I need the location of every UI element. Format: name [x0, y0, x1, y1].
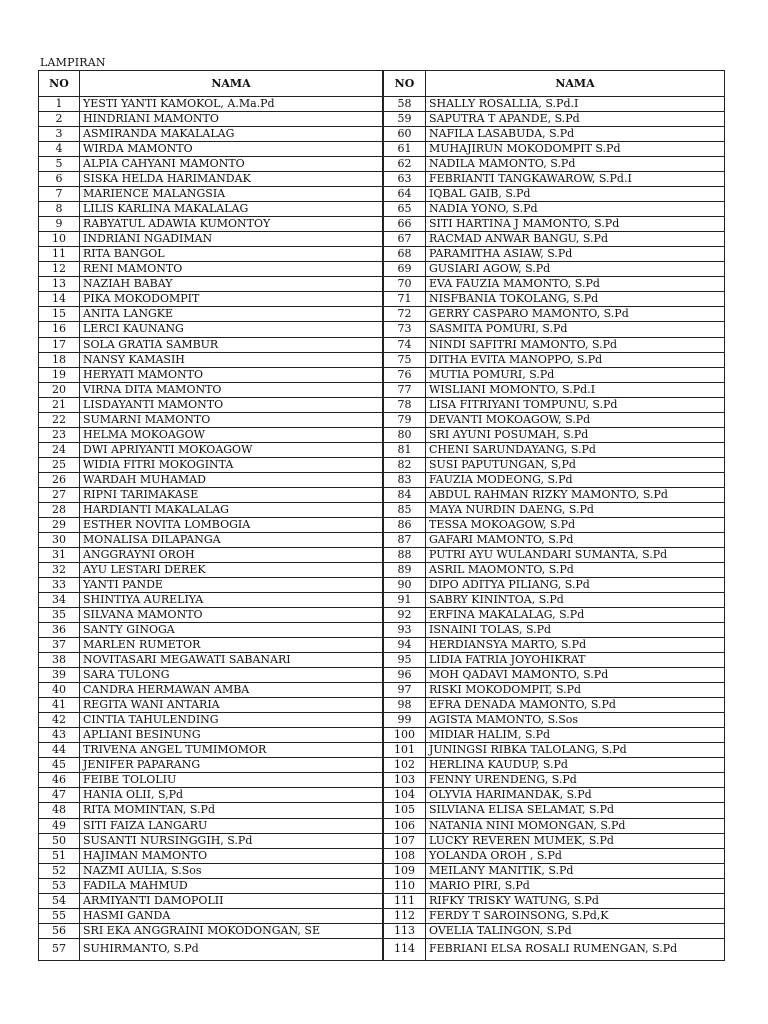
table-row: [39, 307, 725, 322]
row-number: 17: [39, 337, 80, 352]
table-row: [39, 157, 725, 172]
row-number: 53: [39, 878, 80, 893]
person-name: WIRDA MAMONTO: [80, 142, 383, 157]
row-number: 82: [384, 457, 426, 472]
table-row: [39, 337, 725, 352]
row-number: 48: [39, 803, 80, 818]
row-number: 63: [384, 172, 426, 187]
row-number: 66: [384, 217, 426, 232]
row-number: 1: [39, 97, 80, 112]
row-number: 107: [384, 833, 426, 848]
row-number: 76: [384, 367, 426, 382]
person-name: MARIENCE MALANGSIA: [80, 187, 383, 202]
person-name: CINTIA TAHULENDING: [80, 713, 383, 728]
row-number: 57: [39, 938, 80, 960]
row-number: 56: [39, 923, 80, 938]
row-number: 10: [39, 232, 80, 247]
table-row: [39, 923, 725, 938]
row-number: 20: [39, 382, 80, 397]
person-name: FENNY URENDENG, S.Pd: [426, 773, 725, 788]
header-no-right: NO: [384, 71, 426, 97]
table-row: [39, 547, 725, 562]
person-name: WISLIANI MOMONTO, S.Pd.I: [426, 382, 725, 397]
table-row: [39, 397, 725, 412]
table-row: [39, 457, 725, 472]
person-name: MAYA NURDIN DAENG, S.Pd: [426, 502, 725, 517]
row-number: 65: [384, 202, 426, 217]
table-row: [39, 713, 725, 728]
roster-body: [39, 97, 725, 961]
row-number: 46: [39, 773, 80, 788]
document-title: LAMPIRAN: [40, 56, 106, 69]
row-number: 71: [384, 292, 426, 307]
row-number: 88: [384, 547, 426, 562]
person-name: ESTHER NOVITA LOMBOGIA: [80, 517, 383, 532]
person-name: ERFINA MAKALALAG, S.Pd: [426, 608, 725, 623]
row-number: 37: [39, 638, 80, 653]
row-number: 54: [39, 893, 80, 908]
row-number: 114: [384, 938, 426, 960]
row-number: 109: [384, 863, 426, 878]
person-name: ABDUL RAHMAN RIZKY MAMONTO, S.Pd: [426, 487, 725, 502]
table-row: [39, 818, 725, 833]
person-name: HANIA OLII, S,Pd: [80, 788, 383, 803]
table-row: [39, 608, 725, 623]
row-number: 26: [39, 472, 80, 487]
row-number: 34: [39, 593, 80, 608]
row-number: 30: [39, 532, 80, 547]
row-number: 98: [384, 698, 426, 713]
person-name: ASRIL MAOMONTO, S.Pd: [426, 562, 725, 577]
row-number: 102: [384, 758, 426, 773]
person-name: ARMIYANTI DAMOPOLII: [80, 893, 383, 908]
person-name: FADILA MAHMUD: [80, 878, 383, 893]
person-name: NADIA YONO, S.Pd: [426, 202, 725, 217]
person-name: HERDIANSYA MARTO, S.Pd: [426, 638, 725, 653]
person-name: AGISTA MAMONTO, S.Sos: [426, 713, 725, 728]
row-number: 13: [39, 277, 80, 292]
row-number: 42: [39, 713, 80, 728]
person-name: REGITA WANI ANTARIA: [80, 698, 383, 713]
table-header-row: [39, 71, 725, 97]
row-number: 112: [384, 908, 426, 923]
person-name: MARLEN RUMETOR: [80, 638, 383, 653]
person-name: SUHIRMANTO, S.Pd: [80, 938, 383, 960]
person-name: HELMA MOKOAGOW: [80, 427, 383, 442]
person-name: YESTI YANTI KAMOKOL, A.Ma.Pd: [80, 97, 383, 112]
person-name: EFRA DENADA MAMONTO, S.Pd: [426, 698, 725, 713]
table-row: [39, 97, 725, 112]
row-number: 22: [39, 412, 80, 427]
table-row: [39, 277, 725, 292]
table-row: [39, 292, 725, 307]
person-name: INDRIANI NGADIMAN: [80, 232, 383, 247]
person-name: ASMIRANDA MAKALALAG: [80, 127, 383, 142]
row-number: 81: [384, 442, 426, 457]
person-name: VIRNA DITA MAMONTO: [80, 382, 383, 397]
person-name: RIPNI TARIMAKASE: [80, 487, 383, 502]
row-number: 74: [384, 337, 426, 352]
row-number: 41: [39, 698, 80, 713]
row-number: 72: [384, 307, 426, 322]
row-number: 64: [384, 187, 426, 202]
person-name: LERCI KAUNANG: [80, 322, 383, 337]
roster-table-container: [38, 70, 724, 961]
person-name: SUSI PAPUTUNGAN, S,Pd: [426, 457, 725, 472]
person-name: WIDIA FITRI MOKOGINTA: [80, 457, 383, 472]
row-number: 89: [384, 562, 426, 577]
row-number: 33: [39, 578, 80, 593]
person-name: CHENI SARUNDAYANG, S.Pd: [426, 442, 725, 457]
person-name: APLIANI BESINUNG: [80, 728, 383, 743]
table-row: [39, 848, 725, 863]
person-name: GAFARI MAMONTO, S.Pd: [426, 532, 725, 547]
table-row: [39, 187, 725, 202]
table-row: [39, 352, 725, 367]
person-name: NAZMI AULIA, S.Sos: [80, 863, 383, 878]
person-name: LISDAYANTI MAMONTO: [80, 397, 383, 412]
person-name: JUNINGSI RIBKA TALOLANG, S.Pd: [426, 743, 725, 758]
row-number: 32: [39, 562, 80, 577]
row-number: 113: [384, 923, 426, 938]
row-number: 68: [384, 247, 426, 262]
row-number: 86: [384, 517, 426, 532]
table-row: [39, 728, 725, 743]
person-name: RITA MOMINTAN, S.Pd: [80, 803, 383, 818]
table-row: [39, 382, 725, 397]
person-name: TESSA MOKOAGOW, S.Pd: [426, 517, 725, 532]
person-name: SAPUTRA T APANDE, S.Pd: [426, 112, 725, 127]
person-name: LISA FITRIYANI TOMPUNU, S.Pd: [426, 397, 725, 412]
person-name: EVA FAUZIA MAMONTO, S.Pd: [426, 277, 725, 292]
person-name: NINDI SAFITRI MAMONTO, S.Pd: [426, 337, 725, 352]
row-number: 24: [39, 442, 80, 457]
row-number: 96: [384, 668, 426, 683]
row-number: 108: [384, 848, 426, 863]
person-name: SHINTIYA AURELIYA: [80, 593, 383, 608]
person-name: GERRY CASPARO MAMONTO, S.Pd: [426, 307, 725, 322]
table-row: [39, 517, 725, 532]
person-name: SANTY GINOGA: [80, 623, 383, 638]
person-name: DITHA EVITA MANOPPO, S.Pd: [426, 352, 725, 367]
row-number: 111: [384, 893, 426, 908]
row-number: 93: [384, 623, 426, 638]
person-name: SITI FAIZA LANGARU: [80, 818, 383, 833]
person-name: CANDRA HERMAWAN AMBA: [80, 683, 383, 698]
row-number: 14: [39, 292, 80, 307]
row-number: 4: [39, 142, 80, 157]
person-name: TRIVENA ANGEL TUMIMOMOR: [80, 743, 383, 758]
row-number: 8: [39, 202, 80, 217]
person-name: HERLINA KAUDUP, S.Pd: [426, 758, 725, 773]
row-number: 84: [384, 487, 426, 502]
row-number: 61: [384, 142, 426, 157]
row-number: 25: [39, 457, 80, 472]
table-row: [39, 788, 725, 803]
person-name: FEBRIANI ELSA ROSALI RUMENGAN, S.Pd: [426, 938, 725, 960]
row-number: 21: [39, 397, 80, 412]
row-number: 67: [384, 232, 426, 247]
person-name: IQBAL GAIB, S.Pd: [426, 187, 725, 202]
person-name: RIFKY TRISKY WATUNG, S.Pd: [426, 893, 725, 908]
row-number: 95: [384, 653, 426, 668]
table-row: [39, 668, 725, 683]
person-name: DWI APRIYANTI MOKOAGOW: [80, 442, 383, 457]
person-name: NISFBANIA TOKOLANG, S.Pd: [426, 292, 725, 307]
person-name: FERDY T SAROINSONG, S.Pd,K: [426, 908, 725, 923]
person-name: LIDIA FATRIA JOYOHIKRAT: [426, 653, 725, 668]
table-row: [39, 472, 725, 487]
row-number: 70: [384, 277, 426, 292]
person-name: NADILA MAMONTO, S.Pd: [426, 157, 725, 172]
person-name: JENIFER PAPARANG: [80, 758, 383, 773]
person-name: SRI AYUNI POSUMAH, S.Pd: [426, 427, 725, 442]
row-number: 9: [39, 217, 80, 232]
person-name: SHALLY ROSALLIA, S.Pd.I: [426, 97, 725, 112]
person-name: WARDAH MUHAMAD: [80, 472, 383, 487]
row-number: 40: [39, 683, 80, 698]
row-number: 31: [39, 547, 80, 562]
person-name: MONALISA DILAPANGA: [80, 532, 383, 547]
row-number: 15: [39, 307, 80, 322]
row-number: 87: [384, 532, 426, 547]
person-name: ALPIA CAHYANI MAMONTO: [80, 157, 383, 172]
person-name: ANGGRAYNI OROH: [80, 547, 383, 562]
row-number: 19: [39, 367, 80, 382]
table-row: [39, 367, 725, 382]
row-number: 83: [384, 472, 426, 487]
person-name: HARDIANTI MAKALALAG: [80, 502, 383, 517]
person-name: RACMAD ANWAR BANGU, S.Pd: [426, 232, 725, 247]
row-number: 90: [384, 578, 426, 593]
row-number: 103: [384, 773, 426, 788]
row-number: 100: [384, 728, 426, 743]
person-name: MEILANY MANITIK, S.Pd: [426, 863, 725, 878]
person-name: SOLA GRATIA SAMBUR: [80, 337, 383, 352]
person-name: SUMARNI MAMONTO: [80, 412, 383, 427]
table-row: [39, 112, 725, 127]
table-row: [39, 773, 725, 788]
row-number: 55: [39, 908, 80, 923]
row-number: 47: [39, 788, 80, 803]
person-name: DEVANTI MOKOAGOW, S.Pd: [426, 412, 725, 427]
row-number: 51: [39, 848, 80, 863]
row-number: 49: [39, 818, 80, 833]
person-name: PUTRI AYU WULANDARI SUMANTA, S.Pd: [426, 547, 725, 562]
row-number: 91: [384, 593, 426, 608]
person-name: HASMI GANDA: [80, 908, 383, 923]
row-number: 79: [384, 412, 426, 427]
table-row: [39, 623, 725, 638]
row-number: 38: [39, 653, 80, 668]
table-row: [39, 532, 725, 547]
row-number: 73: [384, 322, 426, 337]
row-number: 45: [39, 758, 80, 773]
row-number: 52: [39, 863, 80, 878]
table-row: [39, 938, 725, 960]
person-name: YANTI PANDE: [80, 578, 383, 593]
row-number: 50: [39, 833, 80, 848]
table-row: [39, 908, 725, 923]
row-number: 78: [384, 397, 426, 412]
table-row: [39, 803, 725, 818]
row-number: 110: [384, 878, 426, 893]
row-number: 69: [384, 262, 426, 277]
person-name: SUSANTI NURSINGGIH, S.Pd: [80, 833, 383, 848]
table-row: [39, 427, 725, 442]
person-name: DIPO ADITYA PILIANG, S.Pd: [426, 578, 725, 593]
person-name: NAFILA LASABUDA, S.Pd: [426, 127, 725, 142]
person-name: NATANIA NINI MOMONGAN, S.Pd: [426, 818, 725, 833]
row-number: 7: [39, 187, 80, 202]
table-row: [39, 442, 725, 457]
person-name: SABRY KININTOA, S.Pd: [426, 593, 725, 608]
person-name: HAJIMAN MAMONTO: [80, 848, 383, 863]
person-name: FEBRIANTI TANGKAWAROW, S.Pd.I: [426, 172, 725, 187]
person-name: FAUZIA MODEONG, S.Pd: [426, 472, 725, 487]
person-name: SITI HARTINA J MAMONTO, S.Pd: [426, 217, 725, 232]
row-number: 29: [39, 517, 80, 532]
row-number: 106: [384, 818, 426, 833]
row-number: 62: [384, 157, 426, 172]
table-row: [39, 412, 725, 427]
table-row: [39, 833, 725, 848]
row-number: 27: [39, 487, 80, 502]
row-number: 97: [384, 683, 426, 698]
table-row: [39, 683, 725, 698]
table-row: [39, 893, 725, 908]
row-number: 105: [384, 803, 426, 818]
table-row: [39, 322, 725, 337]
table-row: [39, 487, 725, 502]
table-row: [39, 743, 725, 758]
row-number: 12: [39, 262, 80, 277]
person-name: GUSIARI AGOW, S.Pd: [426, 262, 725, 277]
row-number: 101: [384, 743, 426, 758]
person-name: MUHAJIRUN MOKODOMPIT S.Pd: [426, 142, 725, 157]
person-name: AYU LESTARI DEREK: [80, 562, 383, 577]
table-row: [39, 217, 725, 232]
row-number: 44: [39, 743, 80, 758]
row-number: 28: [39, 502, 80, 517]
person-name: FEIBE TOLOLIU: [80, 773, 383, 788]
person-name: MARIO PIRI, S.Pd: [426, 878, 725, 893]
person-name: OVELIA TALINGON, S.Pd: [426, 923, 725, 938]
row-number: 60: [384, 127, 426, 142]
row-number: 18: [39, 352, 80, 367]
person-name: YOLANDA OROH , S.Pd: [426, 848, 725, 863]
person-name: OLYVIA HARIMANDAK, S.Pd: [426, 788, 725, 803]
row-number: 59: [384, 112, 426, 127]
person-name: NAZIAH BABAY: [80, 277, 383, 292]
table-row: [39, 758, 725, 773]
person-name: NOVITASARI MEGAWATI SABANARI: [80, 653, 383, 668]
person-name: RITA BANGOL: [80, 247, 383, 262]
person-name: SILVANA MAMONTO: [80, 608, 383, 623]
table-row: [39, 502, 725, 517]
row-number: 99: [384, 713, 426, 728]
header-nama-right: NAMA: [426, 71, 725, 97]
table-row: [39, 202, 725, 217]
row-number: 75: [384, 352, 426, 367]
table-row: [39, 262, 725, 277]
person-name: NANSY KAMASIH: [80, 352, 383, 367]
table-row: [39, 698, 725, 713]
person-name: LILIS KARLINA MAKALALAG: [80, 202, 383, 217]
table-row: [39, 247, 725, 262]
person-name: SASMITA POMURI, S.Pd: [426, 322, 725, 337]
table-row: [39, 127, 725, 142]
row-number: 35: [39, 608, 80, 623]
header-nama-left: NAMA: [80, 71, 383, 97]
person-name: HERYATI MAMONTO: [80, 367, 383, 382]
row-number: 11: [39, 247, 80, 262]
person-name: MIDIAR HALIM, S.Pd: [426, 728, 725, 743]
table-row: [39, 578, 725, 593]
table-row: [39, 172, 725, 187]
table-row: [39, 562, 725, 577]
table-row: [39, 863, 725, 878]
row-number: 58: [384, 97, 426, 112]
table-row: [39, 638, 725, 653]
row-number: 3: [39, 127, 80, 142]
person-name: MUTIA POMURI, S.Pd: [426, 367, 725, 382]
row-number: 80: [384, 427, 426, 442]
row-number: 43: [39, 728, 80, 743]
person-name: PIKA MOKODOMPIT: [80, 292, 383, 307]
person-name: LUCKY REVEREN MUMEK, S.Pd: [426, 833, 725, 848]
person-name: SARA TULONG: [80, 668, 383, 683]
table-row: [39, 878, 725, 893]
person-name: RENI MAMONTO: [80, 262, 383, 277]
row-number: 39: [39, 668, 80, 683]
row-number: 2: [39, 112, 80, 127]
row-number: 77: [384, 382, 426, 397]
person-name: PARAMITHA ASIAW, S.Pd: [426, 247, 725, 262]
table-row: [39, 593, 725, 608]
table-row: [39, 232, 725, 247]
person-name: MOH QADAVI MAMONTO, S.Pd: [426, 668, 725, 683]
person-name: RABYATUL ADAWIA KUMONTOY: [80, 217, 383, 232]
row-number: 6: [39, 172, 80, 187]
person-name: HINDRIANI MAMONTO: [80, 112, 383, 127]
row-number: 104: [384, 788, 426, 803]
roster-table: [38, 70, 725, 961]
person-name: SRI EKA ANGGRAINI MOKODONGAN, SE: [80, 923, 383, 938]
person-name: RISKI MOKODOMPIT, S.Pd: [426, 683, 725, 698]
header-no-left: NO: [39, 71, 80, 97]
person-name: ANITA LANGKE: [80, 307, 383, 322]
person-name: ISNAINI TOLAS, S.Pd: [426, 623, 725, 638]
row-number: 23: [39, 427, 80, 442]
row-number: 94: [384, 638, 426, 653]
row-number: 85: [384, 502, 426, 517]
table-row: [39, 653, 725, 668]
row-number: 36: [39, 623, 80, 638]
person-name: SISKA HELDA HARIMANDAK: [80, 172, 383, 187]
row-number: 5: [39, 157, 80, 172]
row-number: 92: [384, 608, 426, 623]
row-number: 16: [39, 322, 80, 337]
person-name: SILVIANA ELISA SELAMAT, S.Pd: [426, 803, 725, 818]
table-row: [39, 142, 725, 157]
